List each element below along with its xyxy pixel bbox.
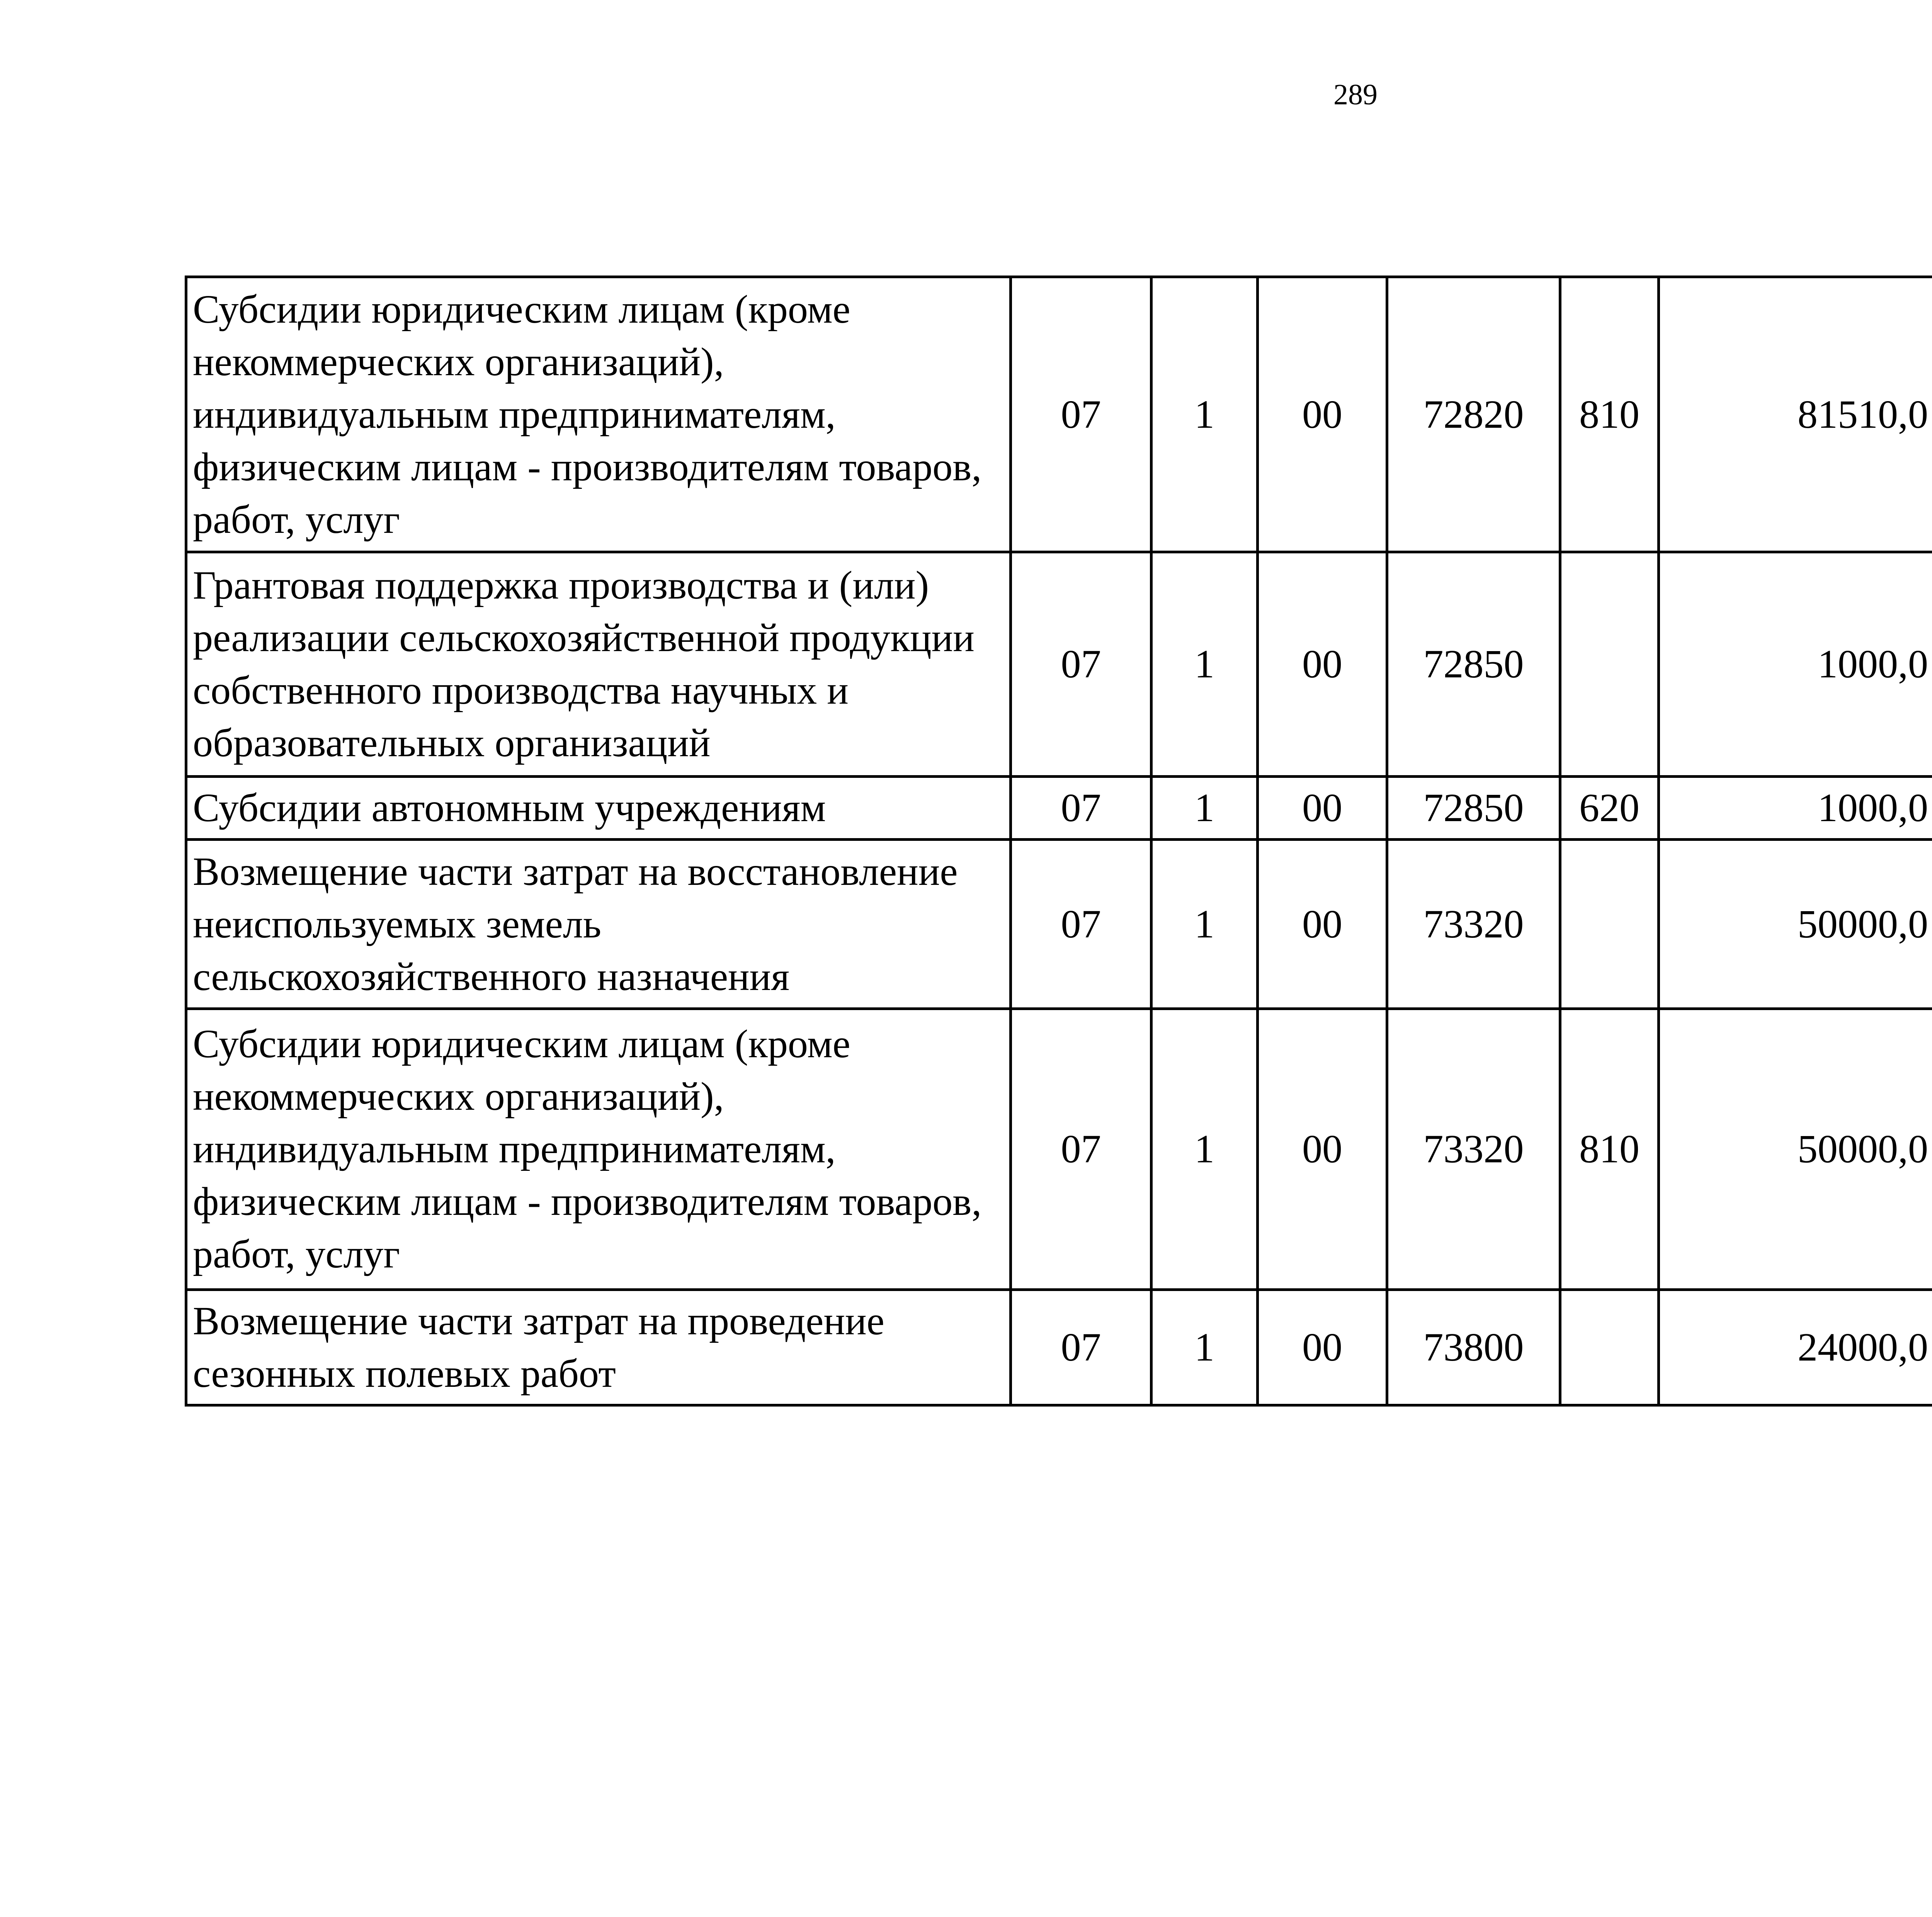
row-description: Субсидии автономным учреждениям: [186, 777, 1011, 840]
target-code: 73320: [1387, 1009, 1560, 1290]
table-row: [186, 552, 1932, 777]
table-row: [186, 1009, 1932, 1290]
row-description: Субсидии юридическим лицам (кроме некоммерческих организаций), индивидуальным предпринимателям, физическим лицам - производителям товаров, работ, услуг: [186, 277, 1011, 552]
expense-type-code: [1560, 1290, 1659, 1405]
expense-type-code: 810: [1560, 1009, 1659, 1290]
subprogram-code: 00: [1258, 1009, 1387, 1290]
program-code: 1: [1151, 277, 1258, 552]
subprogram-code: 00: [1258, 1290, 1387, 1405]
table-row: [186, 840, 1932, 1009]
row-description: Грантовая поддержка производства и (или) реализации сельскохозяйственной продукции собственного производства научных и образовательных организаций: [186, 552, 1011, 777]
section-code: 07: [1011, 1009, 1151, 1290]
target-code: 73320: [1387, 840, 1560, 1009]
subprogram-code: 00: [1258, 840, 1387, 1009]
row-description: Возмещение части затрат на проведение сезонных полевых работ: [186, 1290, 1011, 1405]
row-description: Субсидии юридическим лицам (кроме некоммерческих организаций), индивидуальным предпринимателям, физическим лицам - производителям товаров, работ, услуг: [186, 1009, 1011, 1290]
table-row: [186, 277, 1932, 552]
program-code: 1: [1151, 1290, 1258, 1405]
amount-year-1: 1000,0: [1659, 552, 1932, 777]
section-code: 07: [1011, 1290, 1151, 1405]
budget-table: [185, 276, 1932, 1407]
section-code: 07: [1011, 277, 1151, 552]
expense-type-code: [1560, 840, 1659, 1009]
amount-year-1: 50000,0: [1659, 1009, 1932, 1290]
row-description: Возмещение части затрат на восстановление неиспользуемых земель сельскохозяйственного назначения: [186, 840, 1011, 1009]
section-code: 07: [1011, 552, 1151, 777]
amount-year-1: 24000,0: [1659, 1290, 1932, 1405]
expense-type-code: 810: [1560, 277, 1659, 552]
program-code: 1: [1151, 1009, 1258, 1290]
section-code: 07: [1011, 840, 1151, 1009]
expense-type-code: [1560, 552, 1659, 777]
amount-year-1: 1000,0: [1659, 777, 1932, 840]
expense-type-code: 620: [1560, 777, 1659, 840]
page-number: 289: [1333, 78, 1378, 111]
program-code: 1: [1151, 777, 1258, 840]
amount-year-1: 81510,0: [1659, 277, 1932, 552]
subprogram-code: 00: [1258, 277, 1387, 552]
table-row: [186, 777, 1932, 840]
subprogram-code: 00: [1258, 777, 1387, 840]
table-row: [186, 1290, 1932, 1405]
target-code: 72850: [1387, 777, 1560, 840]
target-code: 72820: [1387, 277, 1560, 552]
section-code: 07: [1011, 777, 1151, 840]
subprogram-code: 00: [1258, 552, 1387, 777]
program-code: 1: [1151, 840, 1258, 1009]
target-code: 72850: [1387, 552, 1560, 777]
program-code: 1: [1151, 552, 1258, 777]
target-code: 73800: [1387, 1290, 1560, 1405]
amount-year-1: 50000,0: [1659, 840, 1932, 1009]
